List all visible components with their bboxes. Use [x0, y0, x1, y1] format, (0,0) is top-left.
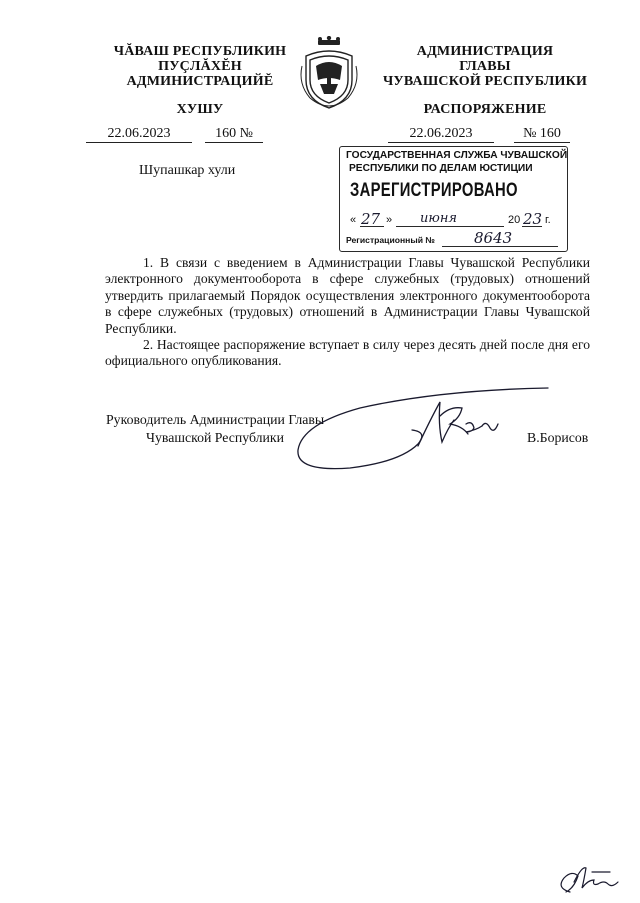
right-date-value: 22.06.2023	[409, 126, 473, 141]
signatory-title-line1: Руководитель Администрации Главы	[106, 412, 325, 427]
right-date	[388, 126, 494, 143]
stamp-line2: РЕСПУБЛИКИ ПО ДЕЛАМ ЮСТИЦИИ	[349, 163, 533, 174]
header-left-doc-type: ХУШУ	[176, 102, 224, 117]
stamp-reg-row	[346, 229, 562, 249]
stamp-month-line	[396, 226, 504, 227]
header-right	[380, 44, 590, 89]
stamp-reg-label: Регистрационный №	[346, 235, 435, 245]
stamp-date-row	[348, 211, 563, 229]
body-paragraph-1: 1. В связи с введением в Администрации Главы Чувашской Республики электронного документооборота в сфере служебных (трудовых) отношений утвердить прилагаемый Порядок осуществления электронного документооборота в сфере служебных (трудовых) отношений в Администрации Главы Чувашской Республики.	[105, 255, 590, 336]
stamp-close-quote: »	[386, 214, 393, 226]
stamp-year-unit: г.	[545, 214, 551, 226]
coat-of-arms-emblem	[296, 36, 362, 112]
stamp-open-quote: «	[350, 214, 357, 226]
header-right-line2: ГЛАВЫ	[459, 59, 511, 74]
stamp-line1: ГОСУДАРСТВЕННАЯ СЛУЖБА ЧУВАШСКОЙ	[346, 150, 568, 161]
stamp-reg-number: 8643	[474, 229, 513, 247]
signatory-name: В.Борисов	[527, 430, 589, 445]
header-left-line3: АДМИНИСТРАЦИЙĔ	[126, 74, 274, 89]
left-date	[86, 126, 192, 143]
right-number	[514, 126, 570, 143]
stamp-month: июня	[420, 211, 457, 226]
header-right-doc-type: РАСПОРЯЖЕНИЕ	[423, 102, 547, 117]
left-date-value: 22.06.2023	[107, 126, 171, 141]
corner-initials-signature	[552, 862, 622, 898]
document-body	[105, 255, 590, 370]
header-right-line3: ЧУВАШСКОЙ РЕСПУБЛИКИ	[382, 74, 588, 89]
header-left-line1: ЧĂВАШ РЕСПУБЛИКИН	[113, 44, 287, 59]
stamp-title: ЗАРЕГИСТРИРОВАНО	[350, 180, 518, 201]
left-number-value: 160 №	[215, 126, 253, 141]
stamp-day: 27	[361, 210, 381, 228]
city-name: Шупашкар хули	[139, 163, 236, 178]
stamp-year-suffix: 23	[523, 210, 543, 228]
registration-stamp	[339, 146, 568, 252]
header-left-line2: ПУÇЛĂХĔН	[158, 59, 242, 74]
signatory-title-line2: Чувашской Республики	[146, 430, 285, 445]
right-number-value: № 160	[523, 126, 561, 141]
left-number	[205, 126, 263, 143]
header-right-line1: АДМИНИСТРАЦИЯ	[416, 44, 554, 59]
body-paragraph-2: 2. Настоящее распоряжение вступает в силу через десять дней после дня его официального опубликования.	[105, 337, 590, 369]
handwritten-signature	[290, 380, 560, 480]
stamp-year-prefix: 20	[508, 214, 521, 226]
header-left	[95, 44, 305, 89]
